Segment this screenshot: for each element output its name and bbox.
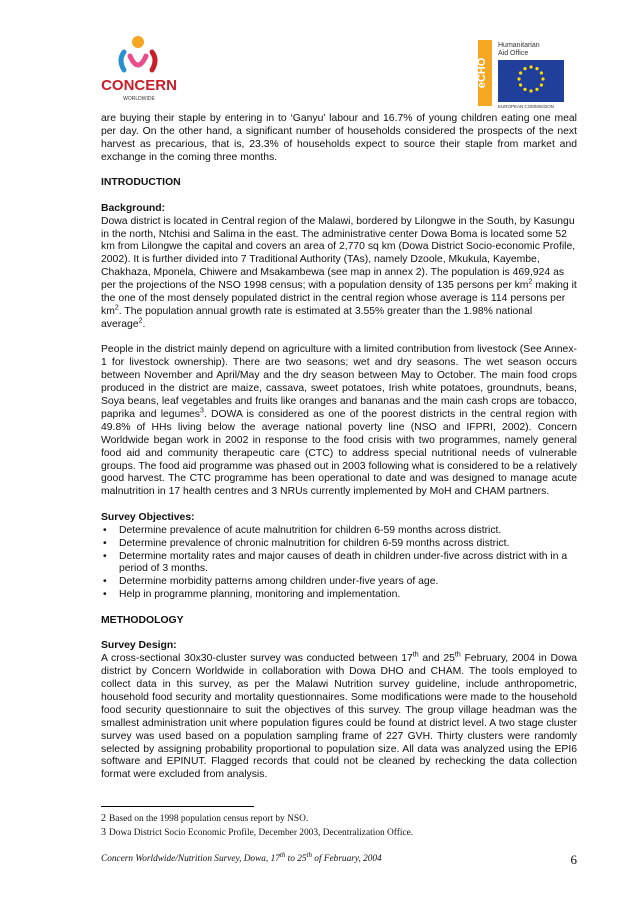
background-paragraph-1: Dowa district is located in Central region of the Malawi, bordered by Lilongwe in the South, by Kasungu in the north, Ntchisi and Salima in the east. The administrative center Dowa Boma is located some 52 km from Lilongwe the capital and covers an area of 2,770 sq km (Dowa District Socio-economic Profile, 2002). It is further divided into 7 Traditional Authority (TAs), namely Dzoole, Mkukula, Kayembe, Chakhaza, Mponela, Chiwere and Msakambewa (see map in annex 2). The population is 469,924 as per the projections of the NSO 1998 census; with a population density of 135 persons per $km^2$ making it the one of the most densely populated district in the central region whose average is 114 persons per $km^2$. The population annual growth rate is estimated at 3.55% greater than the 1.98% national average$^2$. [101,215,577,330]
svg-text:WORLDWIDE: WORLDWIDE [123,96,155,102]
list-item: • Determine prevalence of chronic malnutrition for children 6-59 months across district. [101,538,577,551]
page-number: 6 [570,852,577,867]
list-item: • Help in programme planning, monitoring and implementation. [101,589,577,602]
concern-logo [94,30,184,106]
footnote: 2 Based on the 1998 population census report by NSO. [101,813,309,824]
footnote: 3 Dowa District Socio Economic Profile, December 2003, Decentralization Office. [101,827,414,838]
survey-design-heading: Survey Design: [101,640,177,652]
background-heading: Background: [101,202,166,214]
echo-logo [478,38,588,110]
methodology-heading: METHODOLOGY [101,614,184,626]
page-body [101,113,577,782]
footnotes [101,812,577,840]
svg-text:EUROPEAN COMMISSION: EUROPEAN COMMISSION [498,104,555,109]
concern-logo-graphic [94,30,184,106]
objectives-heading: Survey Objectives: [101,511,195,523]
list-item: • Determine morbidity patterns among children under-five years of age. [101,576,577,589]
svg-text:Aid Office: Aid Office [498,50,529,57]
echo-logo-graphic [478,38,588,110]
survey-design-paragraph: A cross-sectional 30x30-cluster survey was conducted between 17th and 25th February, 2004 in Dowa district by Concern Worldwide in collaboration with Dowa DHO and CHAM. The tools employed to collect data in this survey, as per the Malawi Nutrition survey guideline, include anthropometric, household food security and mortality questionnaires. Some modifications were made to the household food security questionnaire to suit the objectives of this survey. The group village headman was the smallest administration unit where population figures could be found at district level. A two stage cluster survey was used based on a population sampling frame of 227 GVH. Thirty clusters were randomly selected by assigning probability proportional to population size. All data was analyzed using the EPI6 software and EPINUT. Flagged records that could not be cleaned by rechecking the data collection format were excluded from analysis. [101,651,578,781]
intro-paragraph: are buying their staple by entering in to ‘Ganyu’ labour and 16.7% of young children eating one meal per day. On the other hand, a significant number of households considered the prospects of the next harvest as precarious, that is, 23.3% of households expect to source their staple from market and exchange in the coming three months. [101,113,577,163]
svg-text:Humanitarian: Humanitarian [498,42,540,49]
background-paragraph-2: People in the district mainly depend on agriculture with a limited contribution from livestock (See Annex-1 for livestock ownership). There are two seasons; wet and dry seasons. The wet season occurs between November and April/May and the dry season between May to October. The main food crops produced in the district are maize, cassava, sweet potatoes, Irish white potatoes, groundnuts, beans, Soya beans, leaf vegetables and fruits like oranges and bananas and the main cash crops are tobacco, paprika and legumes$^3$. DOWA is considered as one of the poorest districts in the central region with 49.8% of HHs living below the average national poverty line (NSO and IFPRI, 2002). Concern Worldwide began work in 2002 in response to the food crisis with two programmes, namely general food aid and community therapeutic care (CTC) to address special nutritional needs of vulnerable groups. The food aid programme was phased out in 2003 following what is considered to be a relatively good harvest. The CTC programme has been operational to date and was designed to manage acute malnutrition in 17 health centres and 3 NRUs currently implemented by MoH and CHAM partners. [101,344,577,498]
svg-text:eCHO: eCHO [476,57,488,89]
objectives-list [101,525,577,602]
page-footer [101,850,577,870]
list-item: • Determine mortality rates and major causes of death in children under-five across district with in a period of 3 months. [101,551,577,577]
footnote-separator [101,806,254,807]
footer-citation: Concern Worldwide/Nutrition Survey, Dowa, 17th to 25th of February, 2004 [101,850,382,864]
list-item: • Determine prevalence of acute malnutrition for children 6-59 months across district. [101,525,577,538]
introduction-heading: INTRODUCTION [101,177,181,189]
svg-text:CONCERN: CONCERN [101,77,177,94]
